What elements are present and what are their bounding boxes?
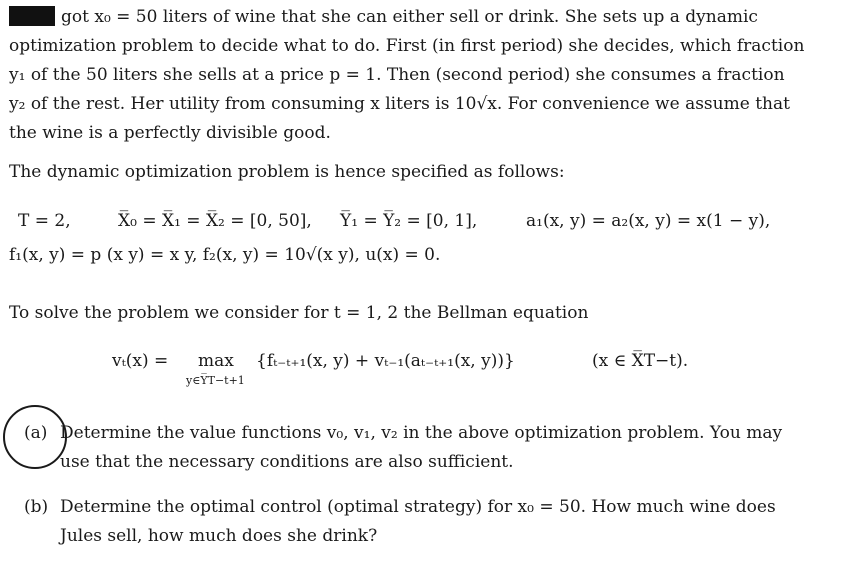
paragraph1-line5: the wine is a perfectly divisible good. (9, 123, 331, 143)
eq-state-spaces: X̅₀ = X̅₁ = X̅₂ = [0, 50], (118, 211, 312, 231)
bellman-max-subscript: y∈Y̅T−t+1 (186, 374, 245, 387)
bellman-body: {fₜ₋ₜ₊₁(x, y) + vₜ₋₁(aₜ₋ₜ₊₁(x, y))} (256, 351, 515, 371)
paragraph1-line1: got x₀ = 50 liters of wine that she can either sell or drink. She sets up a dynamic (9, 6, 758, 28)
bellman-max: max (198, 351, 234, 371)
item-b-line2: Jules sell, how much does she drink? (60, 526, 378, 546)
paragraph2: The dynamic optimization problem is hence specified as follows: (9, 162, 565, 182)
paragraph1-line4: y₂ of the rest. Her utility from consuming x liters is 10√x. For convenience we assume that (9, 94, 790, 114)
bellman-condition: (x ∈ X̅T−t). (592, 351, 689, 371)
item-a-line1: Determine the value functions v₀, v₁, v₂ in the above optimization problem. You may (60, 423, 783, 443)
eq-rewards: f₁(x, y) = p (x y) = x y, f₂(x, y) = 10√(x y), u(x) = 0. (9, 245, 441, 265)
eq-control-spaces: Y̅₁ = Y̅₂ = [0, 1], (340, 211, 478, 231)
eq-horizon: T = 2, (18, 211, 71, 231)
eq-transition: a₁(x, y) = a₂(x, y) = x(1 − y), (526, 211, 771, 231)
paragraph3: To solve the problem we consider for t = 1, 2 the Bellman equation (9, 303, 589, 323)
paragraph1-line2: optimization problem to decide what to do. First (in first period) she decides, which fraction (9, 36, 805, 56)
item-b-line1: Determine the optimal control (optimal strategy) for x₀ = 50. How much wine does (60, 497, 776, 517)
paragraph1-line3: y₁ of the 50 liters she sells at a price p = 1. Then (second period) she consumes a fraction (9, 65, 785, 85)
bellman-lhs: vₜ(x) = (112, 351, 169, 371)
redacted-name (9, 6, 55, 26)
item-a-label: (a) (24, 423, 48, 443)
item-b-label: (b) (24, 497, 49, 517)
item-a-line2: use that the necessary conditions are also sufficient. (60, 452, 514, 472)
